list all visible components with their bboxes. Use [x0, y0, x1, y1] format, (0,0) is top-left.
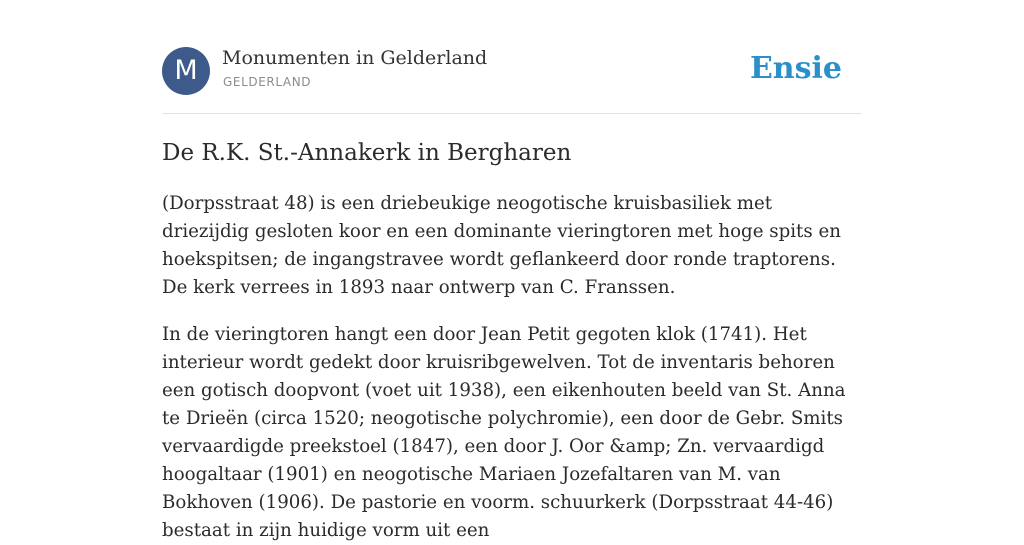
ensie-logo[interactable]: Ensie	[749, 51, 842, 86]
article-title: De R.K. St.-Annakerk in Bergharen	[162, 140, 572, 166]
avatar[interactable]: M	[162, 47, 210, 95]
article-paragraph: (Dorpsstraat 48) is een driebeukige neogotische kruisbasiliek met driezijdig gesloten koor en een dominante vieringtoren met hoge spits en hoekspitsen; de ingangstravee wordt geflankeerd door ronde traptorens. De kerk verrees in 1893 naar ontwerp van C. Franssen.	[162, 193, 841, 298]
page-container	[162, 0, 862, 541]
site-title[interactable]: Monumenten in Gelderland	[222, 47, 488, 69]
header	[162, 0, 862, 114]
article-paragraph: In de vieringtoren hangt een door Jean Petit gegoten klok (1741). Het interieur wordt gedekt door kruisribgewelven. Tot de inventaris behoren een gotisch doopvont (voet uit 1938), een eikenhouten beeld van St. Anna te Drieën (circa 1520; neogotische polychromie), een door de Gebr. Smits vervaardigde preekstoel (1847), een door J. Oor &amp; Zn. vervaardigd hoogaltaar (1901) en neogotische Mariaen Jozefaltaren van M. van Bokhoven (1906). De pastorie en voorm. schuurkerk (Dorpsstraat 44-46) bestaat in zijn huidige vorm uit een	[162, 324, 846, 541]
site-subtitle[interactable]: GELDERLAND	[223, 75, 312, 89]
